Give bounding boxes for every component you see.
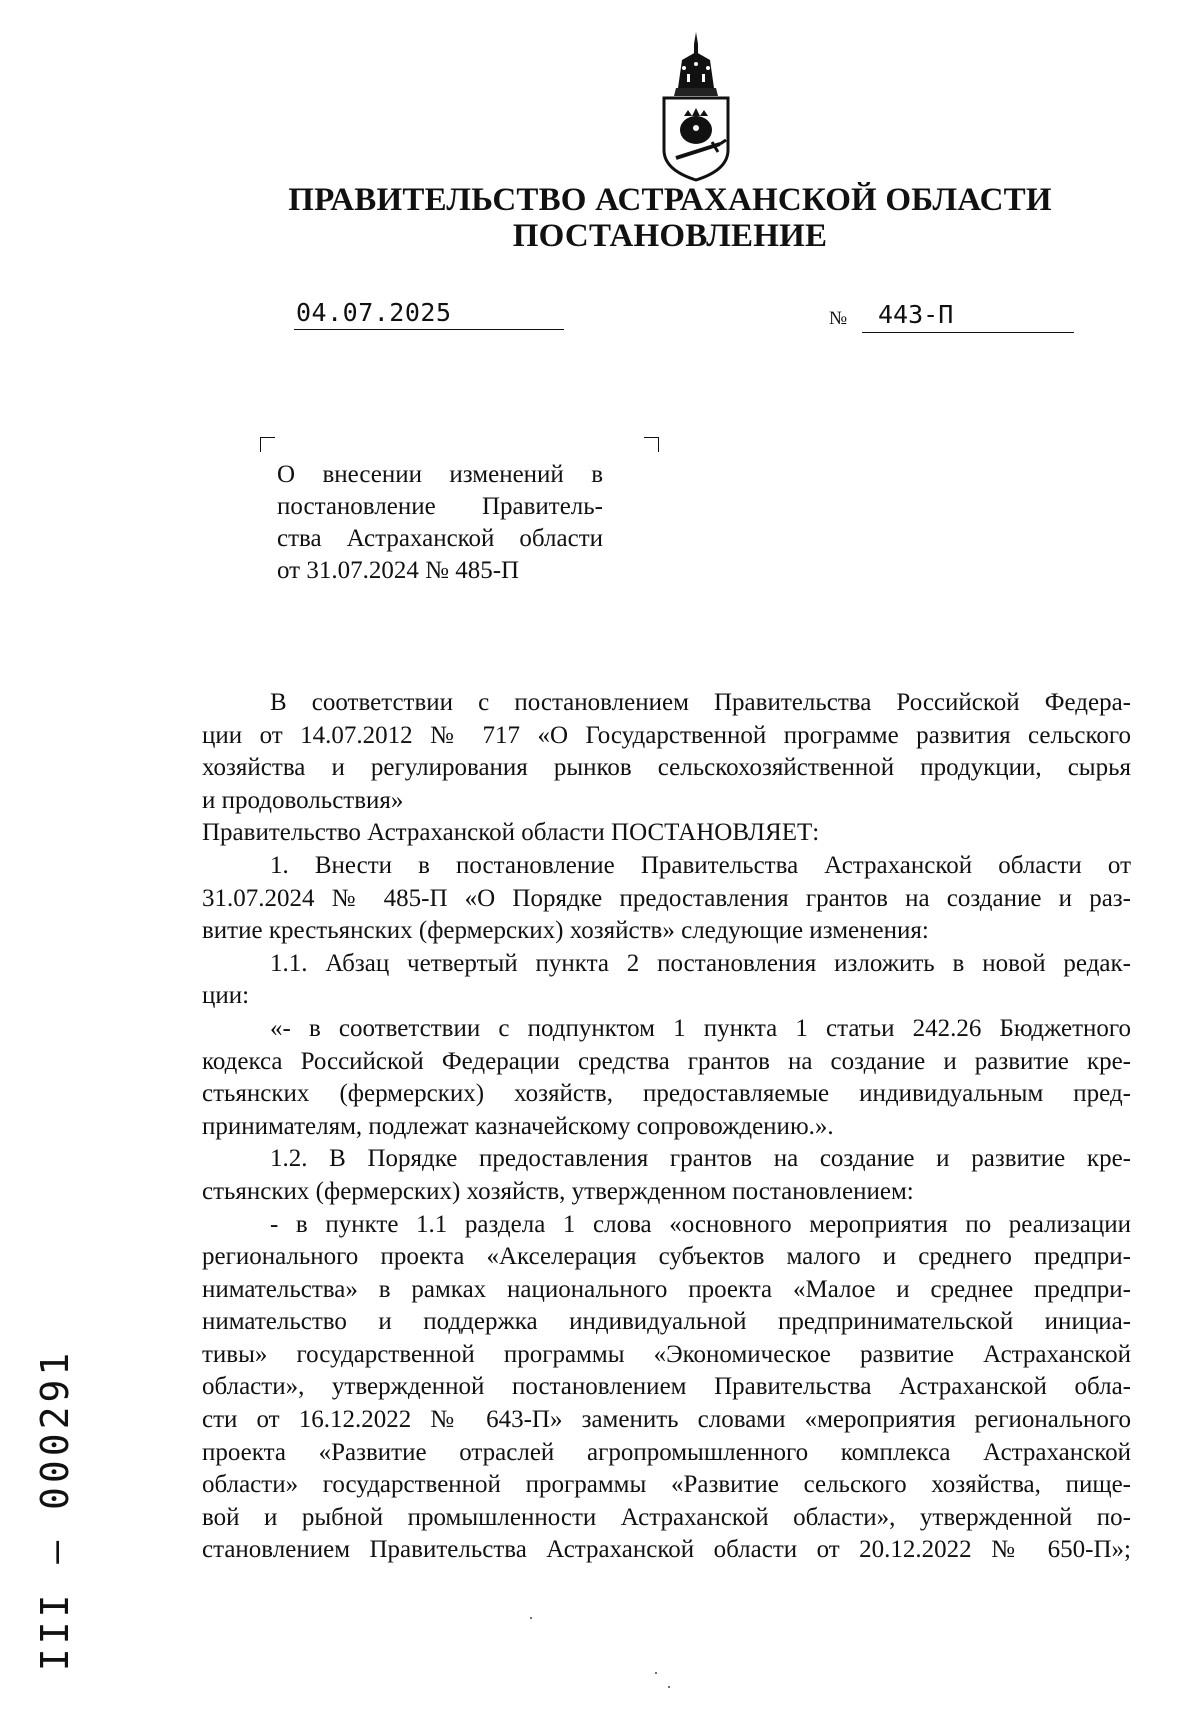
document-date: 04.07.2025 xyxy=(296,298,452,327)
scan-speck xyxy=(655,1672,657,1674)
scan-speck xyxy=(668,1686,670,1688)
body-line: стьянских (фермерских) хозяйств, утвержденном постановлением: xyxy=(202,1177,914,1205)
body-line: «- в соответствии с подпунктом 1 пункта 1 статьи 242.26 Бюджетного xyxy=(270,1014,1131,1042)
scan-speck xyxy=(530,1617,532,1619)
subject-line: ства Астраханской области xyxy=(277,525,603,552)
document-subject xyxy=(277,459,603,587)
body-line: 1.2. В Порядке предоставления грантов на создание и развитие кре- xyxy=(270,1145,1131,1173)
body-line: стьянских (фермерских) хозяйств, предоставляемые индивидуальным пред- xyxy=(202,1080,1131,1108)
body-line: тивы» государственной программы «Экономическое развитие Астраханской xyxy=(202,1340,1131,1368)
date-underline xyxy=(294,329,564,330)
body-line: ции: xyxy=(202,982,250,1010)
body-line: сти от 16.12.2022 № 643-П» заменить словами «мероприятия регионального xyxy=(202,1406,1131,1434)
body-line: Правительство Астраханской области ПОСТАНОВЛЯЕТ: xyxy=(202,819,820,847)
body-line: области», утвержденной постановлением Правительства Астраханской обла- xyxy=(202,1373,1131,1401)
subject-line: постановление Правитель- xyxy=(277,493,603,520)
document-number: 443-П xyxy=(878,300,954,329)
body-line: - в пункте 1.1 раздела 1 слова «основного мероприятия по реализации xyxy=(270,1210,1131,1238)
number-sign: № xyxy=(829,308,848,329)
subject-line: от 31.07.2024 № 485-П xyxy=(277,557,520,584)
body-line: нимательства» в рамках национального проекта «Малое и среднее предпри- xyxy=(202,1275,1131,1303)
body-line: нимательство и поддержка индивидуальной предпринимательской инициа- xyxy=(202,1308,1131,1336)
document-header xyxy=(270,182,1070,254)
body-line: хозяйства и регулирования рынков сельскохозяйственной продукции, сырья xyxy=(202,754,1131,782)
coat-of-arms-emblem xyxy=(654,30,738,185)
body-line: становлением Правительства Астраханской области от 20.12.2022 № 650-П»; xyxy=(202,1536,1131,1564)
document-type-title: ПОСТАНОВЛЕНИЕ xyxy=(512,218,828,254)
subject-bracket-left xyxy=(260,437,275,452)
number-underline xyxy=(862,332,1074,333)
body-line: области» государственной программы «Развитие сельского хозяйства, пище- xyxy=(202,1471,1131,1499)
body-line: регионального проекта «Акселерация субъектов малого и среднего предпри- xyxy=(202,1243,1131,1271)
side-stamp-text: III – 000291 xyxy=(33,1348,77,1672)
body-line: принимателям, подлежат казначейскому сопровождению.». xyxy=(202,1112,834,1140)
body-line: 1. Внести в постановление Правительства Астраханской области от xyxy=(270,851,1131,879)
body-line: проекта «Развитие отраслей агропромышленного комплекса Астраханской xyxy=(202,1438,1131,1466)
subject-bracket-right xyxy=(644,437,659,452)
body-line: В соответствии с постановлением Правительства Российской Федера- xyxy=(270,689,1131,716)
body-line: 31.07.2024 № 485-П «О Порядке предоставления грантов на создание и раз- xyxy=(202,884,1131,912)
document-body xyxy=(202,687,1131,1567)
body-line: ции от 14.07.2012 № 717 «О Государственной программе развития сельского xyxy=(202,721,1131,749)
subject-line: О внесении изменений в xyxy=(277,461,603,488)
body-line: кодекса Российской Федерации средства грантов на создание и развитие кре- xyxy=(202,1047,1131,1075)
body-line: вой и рыбной промышленности Астраханской области», утвержденной по- xyxy=(202,1503,1131,1531)
side-registration-stamp xyxy=(25,1348,85,1672)
body-line: витие крестьянских (фермерских) хозяйств» следующие изменения: xyxy=(202,917,929,945)
body-line: 1.1. Абзац четвертый пункта 2 постановления изложить в новой редак- xyxy=(270,949,1131,977)
organization-title: ПРАВИТЕЛЬСТВО АСТРАХАНСКОЙ ОБЛАСТИ xyxy=(288,182,1052,218)
body-line: и продовольствия» xyxy=(202,786,404,814)
